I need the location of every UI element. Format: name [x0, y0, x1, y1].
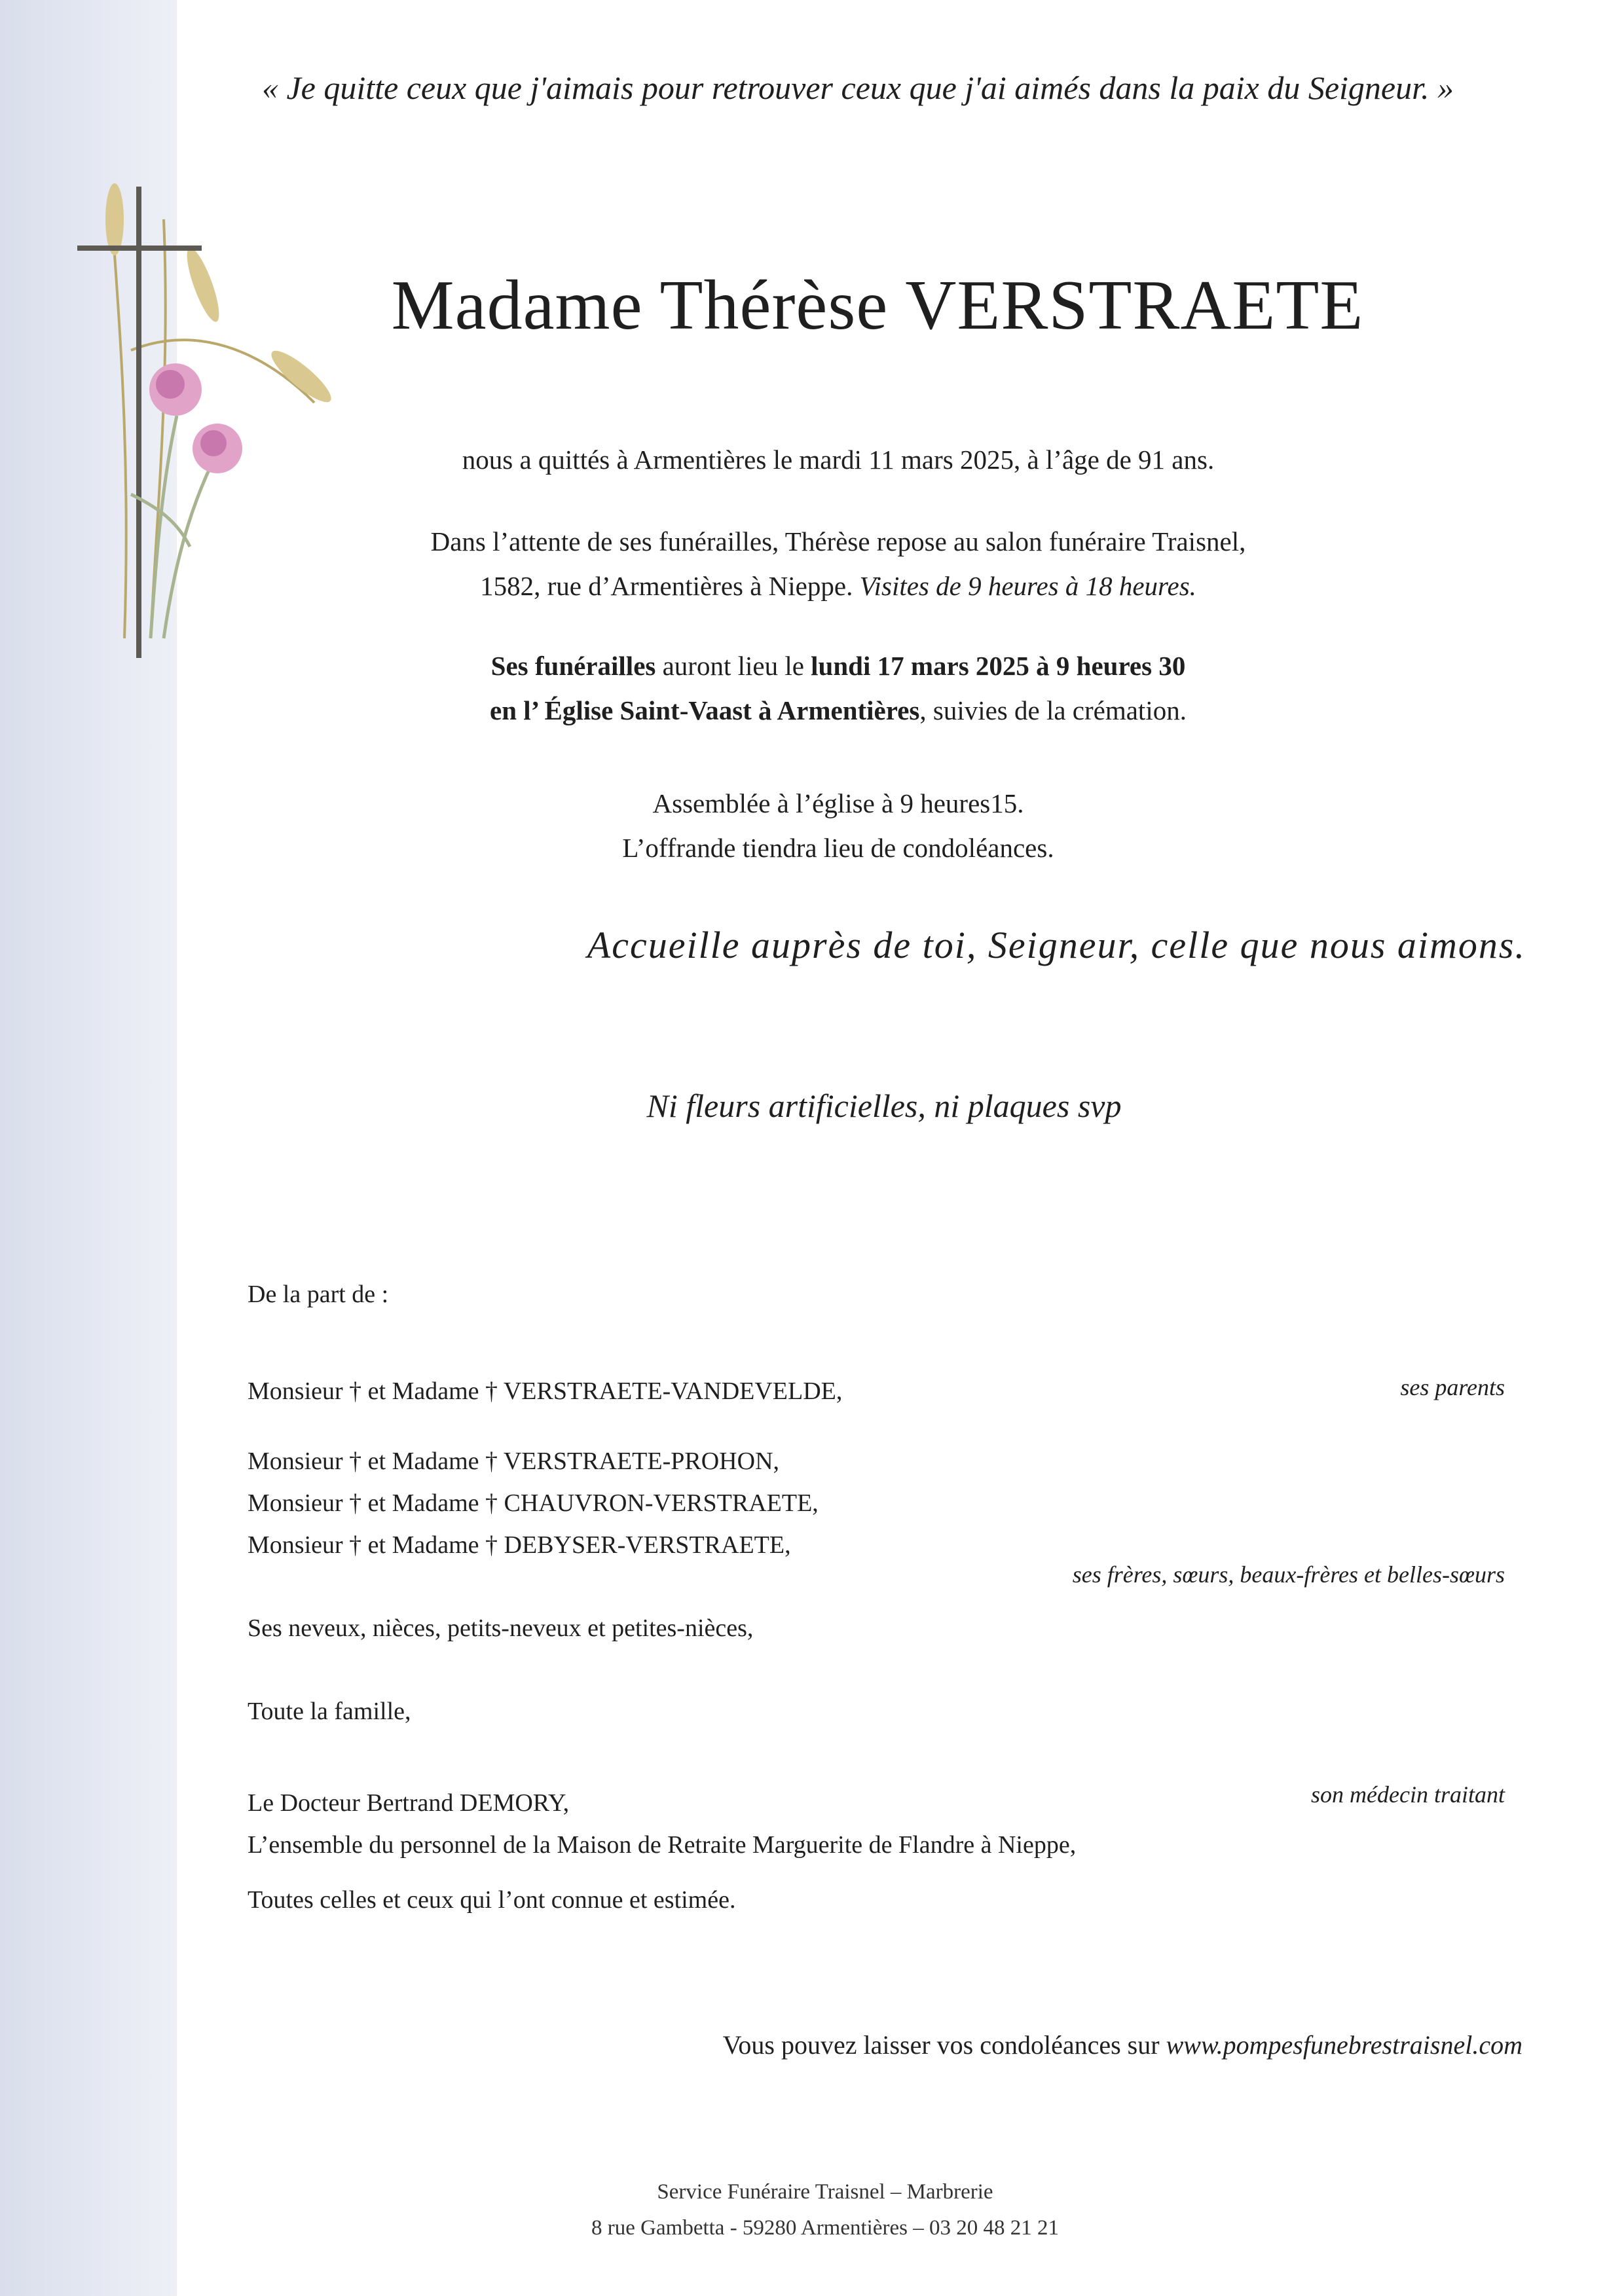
footer-address: 8 rue Gambetta - 59280 Armentières – 03 20 48 21 21: [591, 2216, 1059, 2240]
relation-siblings: ses frères, sœurs, beaux-frères et belles-sœurs: [1072, 1561, 1505, 1588]
doctor-staff: [248, 1782, 1076, 1866]
from-label: De la part de :: [248, 1281, 389, 1308]
family-parents: Monsieur † et Madame † VERSTRAETE-VANDEVELDE,: [248, 1377, 843, 1405]
condolences-line: [249, 2030, 1522, 2060]
staff-line: L’ensemble du personnel de la Maison de Retraite Marguerite de Flandre à Nieppe,: [248, 1831, 1077, 1859]
funeral-text-1: auront lieu le: [655, 651, 811, 681]
funeral-label: Ses funérailles: [490, 651, 656, 681]
sibling-line: Monsieur † et Madame † DEBYSER-VERSTRAETE,: [248, 1531, 791, 1559]
cross: [77, 187, 202, 658]
offering-note: L’offrande tiendra lieu de condoléances.: [622, 833, 1054, 863]
doctor-name: Le Docteur Bertrand DEMORY,: [248, 1789, 570, 1817]
funeral-place: en l’ Église Saint-Vaast à Armentières: [490, 695, 920, 725]
funeral-date: lundi 17 mars 2025 à 9 heures 30: [811, 651, 1186, 681]
assembly-time: Assemblée à l’église à 9 heures15.: [652, 788, 1024, 818]
prayer-line: Accueille auprès de toi, Seigneur, celle que nous aimons.: [587, 924, 1526, 966]
epigraph-quote: « Je quitte ceux que j'aimais pour retrouver ceux que j'ai aimés dans la paix du Seigneur. »: [261, 69, 1454, 106]
visiting-hours: Visites de 9 heures à 18 heures.: [859, 571, 1196, 601]
sibling-line: Monsieur † et Madame † CHAUVRON-VERSTRAETE,: [248, 1489, 819, 1517]
assembly-info: [262, 781, 1414, 870]
relation-parents: ses parents: [1400, 1374, 1505, 1400]
death-announcement: nous a quittés à Armentières le mardi 11 mars 2025, à l’âge de 91 ans.: [462, 445, 1215, 475]
no-flowers-note: Ni fleurs artificielles, ni plaques svp: [646, 1087, 1122, 1124]
condolences-url-link[interactable]: www.pompesfunebrestraisnel.com: [1166, 2030, 1522, 2060]
rest-line-2: [249, 564, 1428, 608]
funeral-line-2: [249, 688, 1428, 733]
deceased-name: Madame Thérèse VERSTRAETE: [391, 266, 1364, 344]
condolences-text: Vous pouvez laisser vos condoléances sur: [722, 2030, 1166, 2060]
rest-info: [249, 519, 1428, 608]
family-all: Toute la famille,: [248, 1698, 411, 1725]
sibling-line: Monsieur † et Madame † VERSTRAETE-PROHON,: [248, 1448, 780, 1475]
family-nephews: Ses neveux, nièces, petits-neveux et petites-nièces,: [248, 1614, 754, 1642]
relation-doctor: son médecin traitant: [1311, 1781, 1505, 1808]
rest-address: 1582, rue d’Armentières à Nieppe.: [480, 571, 853, 601]
funeral-text-2: , suivies de la crémation.: [919, 695, 1187, 725]
funeral-line-1: [249, 644, 1428, 688]
family-siblings: [248, 1440, 819, 1566]
footer-company: Service Funéraire Traisnel – Marbrerie: [657, 2180, 993, 2204]
funeral-info: [249, 644, 1428, 733]
all-known: Toutes celles et ceux qui l’ont connue et estimée.: [248, 1886, 736, 1914]
rest-line-1: Dans l’attente de ses funérailles, Thérèse repose au salon funéraire Traisnel,: [430, 526, 1246, 556]
